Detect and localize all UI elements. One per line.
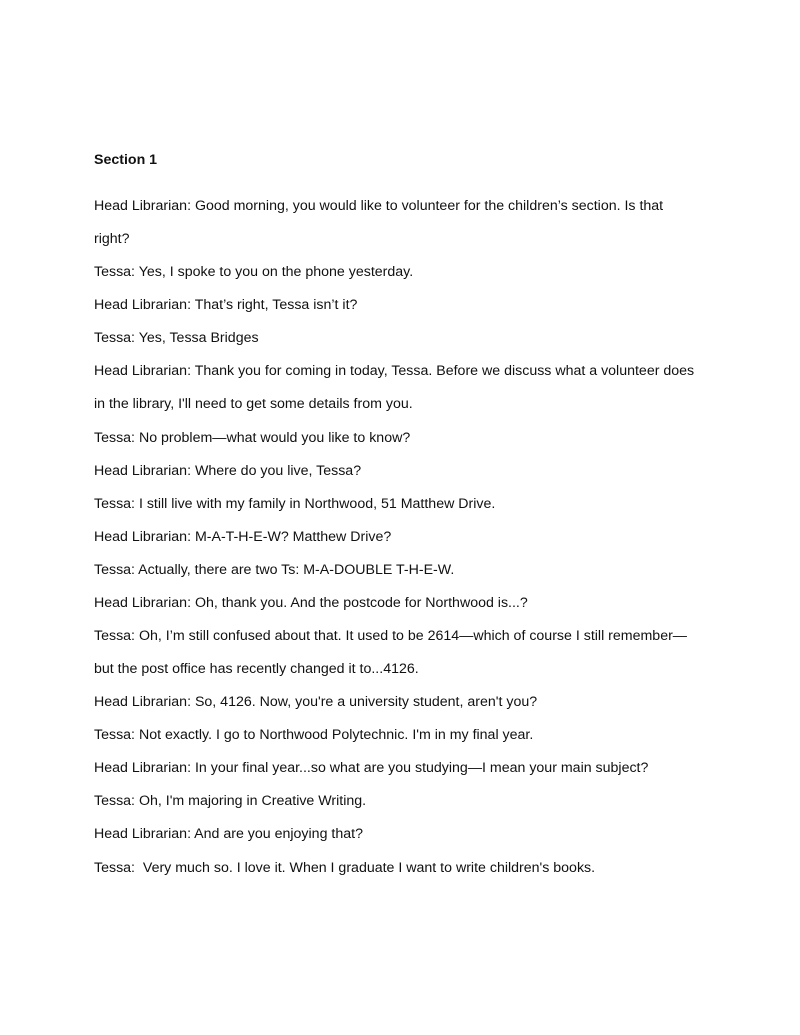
transcript-line: Head Librarian: M-A-T-H-E-W? Matthew Drive? <box>94 528 392 545</box>
transcript-line: Tessa: No problem—what would you like to know? <box>94 429 411 446</box>
transcript-body <box>94 151 724 892</box>
transcript-line: Tessa: Not exactly. I go to Northwood Polytechnic. I'm in my final year. <box>94 727 534 744</box>
transcript-line: Tessa: Oh, I'm majoring in Creative Writing. <box>94 793 367 810</box>
transcript-line: Head Librarian: That’s right, Tessa isn’t it? <box>94 297 358 314</box>
transcript-line: Tessa: Actually, there are two Ts: M-A-DOUBLE T-H-E-W. <box>94 561 455 578</box>
transcript-line: in the library, I'll need to get some details from you. <box>94 396 413 413</box>
transcript-line: Tessa: Very much so. I love it. When I graduate I want to write children's books. <box>94 859 596 876</box>
section-heading: Section 1 <box>94 152 158 168</box>
transcript-line: Tessa: Oh, I’m still confused about that. It used to be 2614—which of course I still remember— <box>94 628 687 645</box>
transcript-line: but the post office has recently changed it to...4126. <box>94 661 419 678</box>
transcript-line: Head Librarian: Thank you for coming in today, Tessa. Before we discuss what a volunteer does <box>94 363 695 380</box>
transcript-line: Head Librarian: Good morning, you would like to volunteer for the children’s section. Is that <box>94 198 664 214</box>
transcript-line: Head Librarian: So, 4126. Now, you're a university student, aren't you? <box>94 694 538 711</box>
transcript-line: Tessa: Yes, Tessa Bridges <box>94 330 259 347</box>
transcript-line: Tessa: I still live with my family in Northwood, 51 Matthew Drive. <box>94 495 496 512</box>
transcript-line: Head Librarian: In your final year...so what are you studying—I mean your main subject? <box>94 760 649 777</box>
transcript-line: Tessa: Yes, I spoke to you on the phone yesterday. <box>94 264 414 281</box>
transcript-line: Head Librarian: Oh, thank you. And the postcode for Northwood is...? <box>94 594 528 611</box>
transcript-line: Head Librarian: And are you enjoying that? <box>94 826 363 843</box>
transcript-line: Head Librarian: Where do you live, Tessa? <box>94 462 362 479</box>
transcript-line: right? <box>94 231 130 248</box>
